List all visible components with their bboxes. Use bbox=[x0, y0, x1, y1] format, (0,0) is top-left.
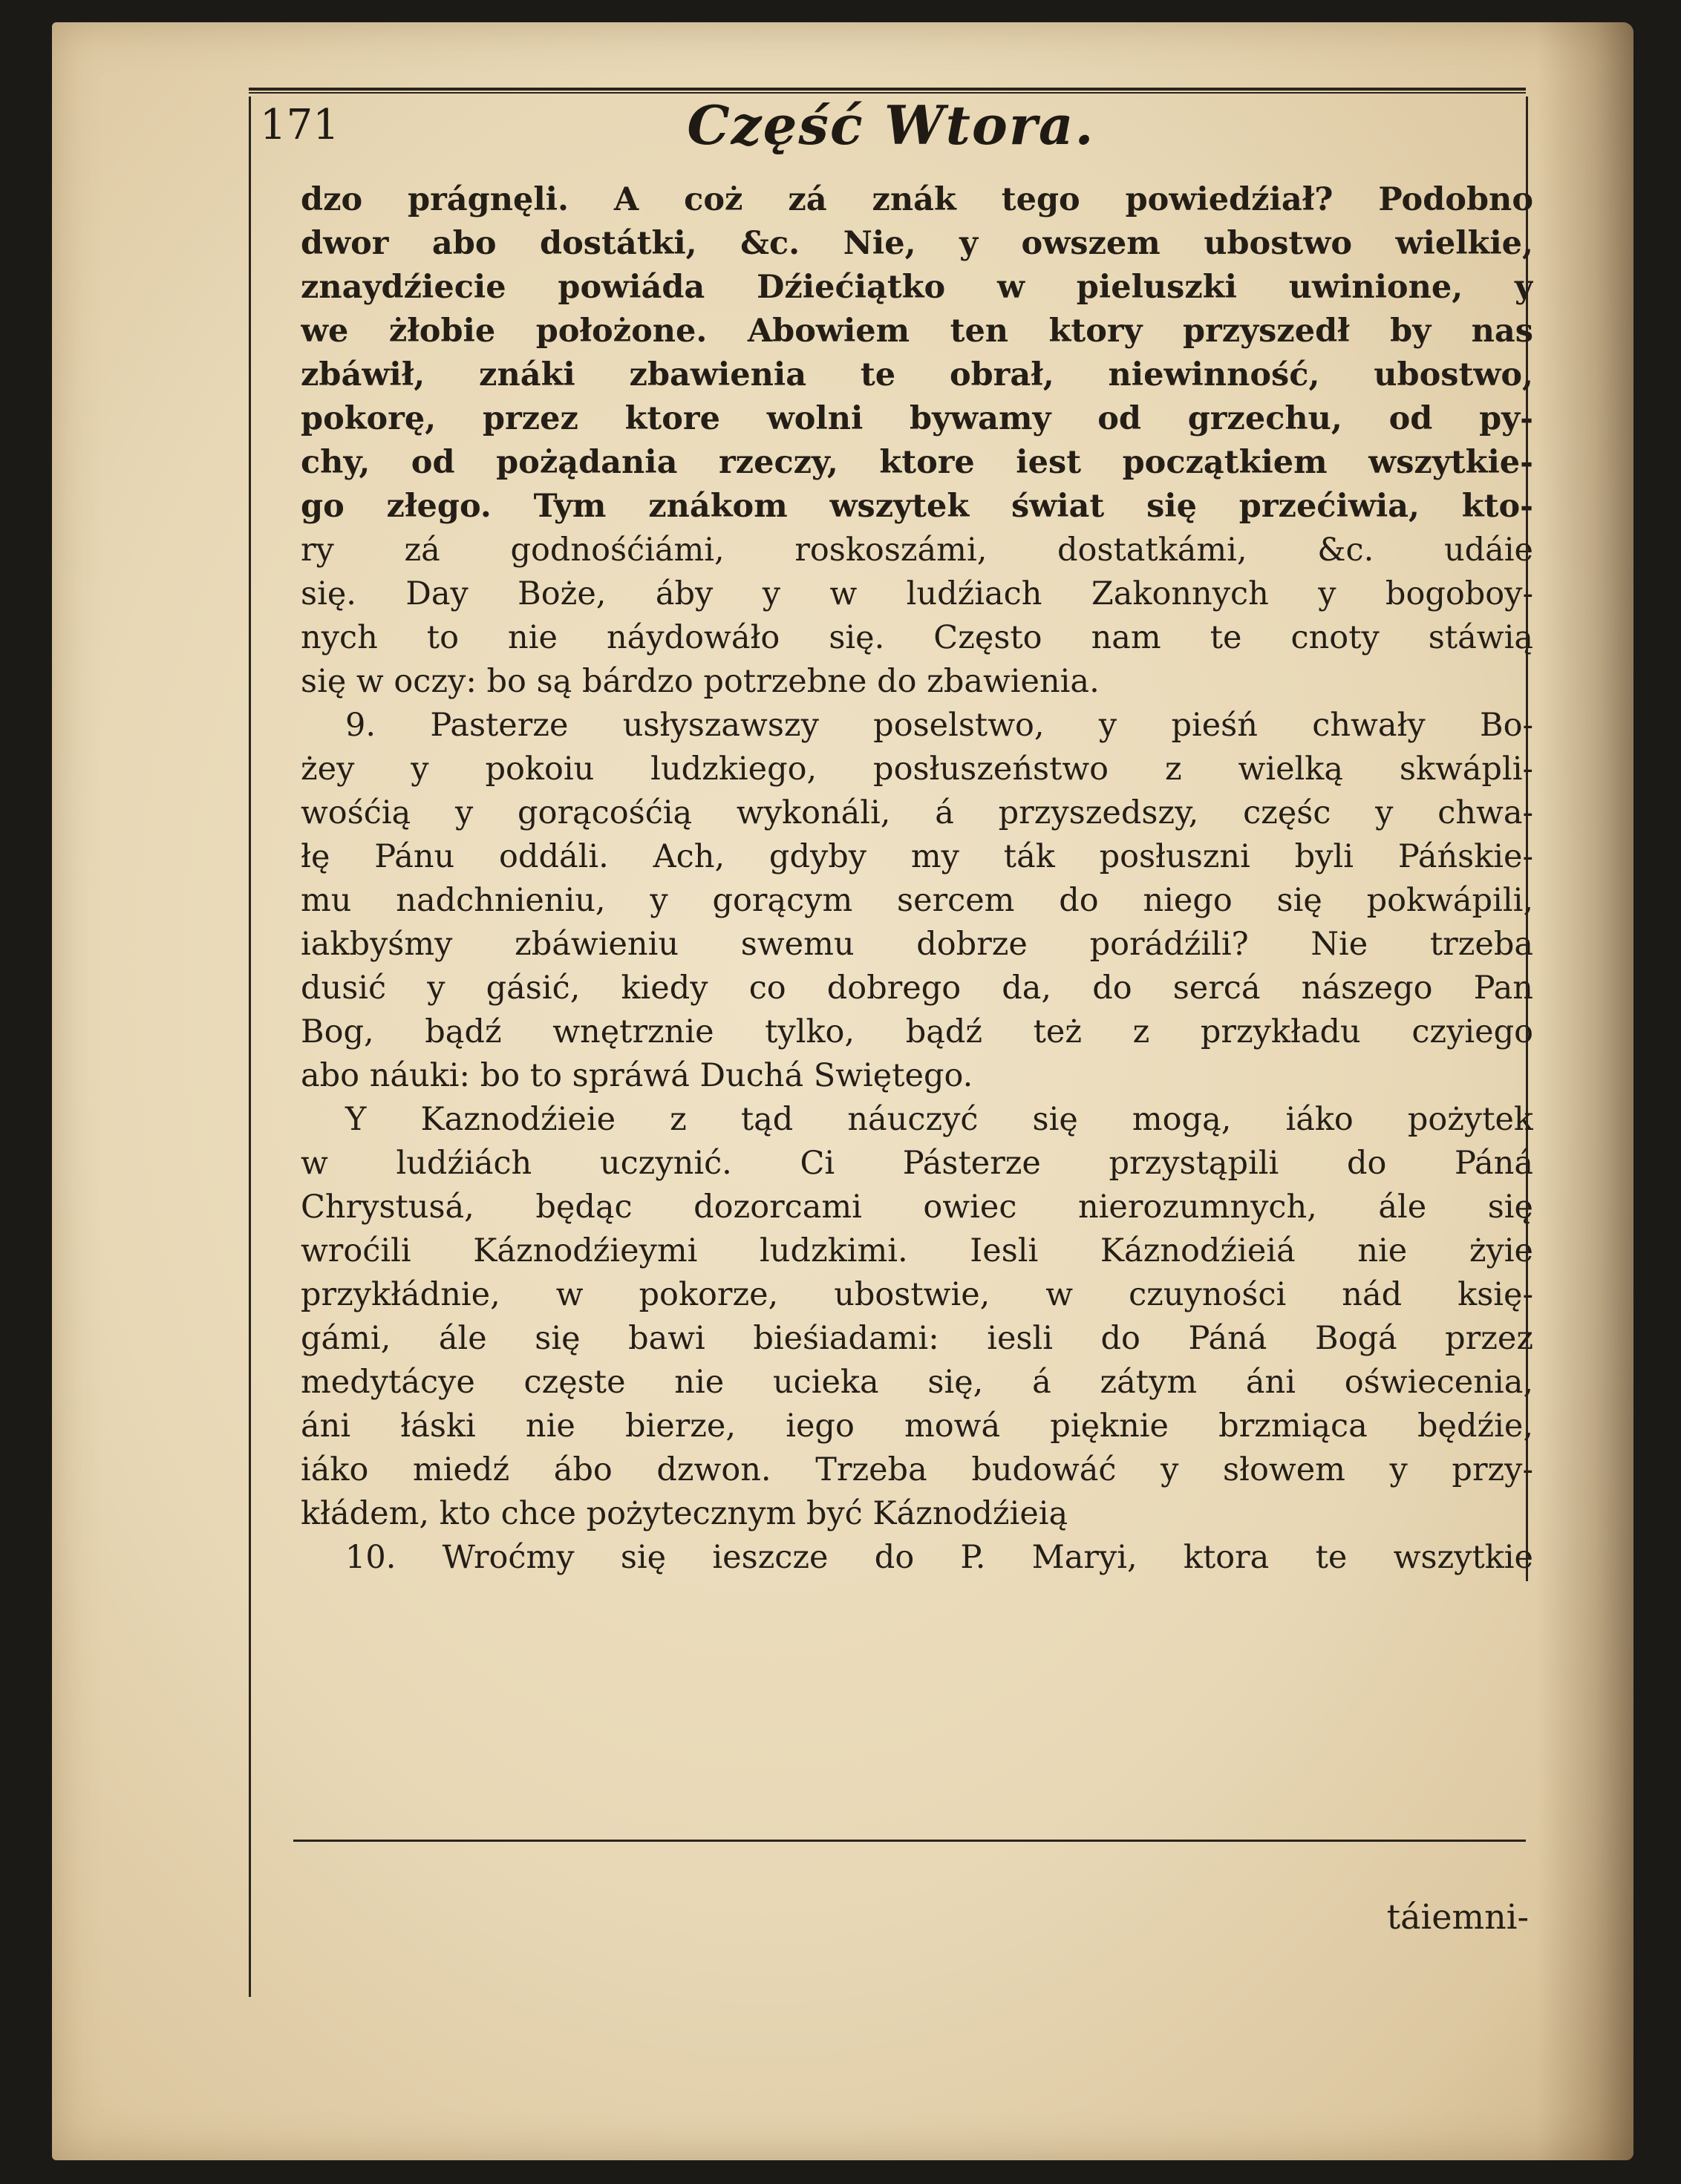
text-line: dwor abo dostátki, &c. Nie, y owszem ubostwo wielkie, bbox=[301, 225, 1533, 262]
text-line: 9. Pasterze usłyszawszy poselstwo, y pieśń chwały Bo- bbox=[345, 707, 1533, 744]
text-line: żey y pokoiu ludzkiego, posłuszeństwo z wielką skwápli- bbox=[301, 751, 1533, 788]
body-text bbox=[301, 178, 1533, 1580]
text-line: chy, od pożądania rzeczy, ktore iest początkiem wszytkie- bbox=[301, 444, 1533, 481]
text-line: medytácye częste nie ucieka się, á zátym áni oświecenia, bbox=[301, 1364, 1533, 1401]
page-gutter-shadow bbox=[1537, 22, 1633, 2160]
text-line: gámi, ále się bawi bieśiadami: iesli do Páná Bogá przez bbox=[301, 1320, 1533, 1357]
text-line: wroćili Káznodźieymi ludzkimi. Iesli Káznodźieiá nie żyie bbox=[301, 1232, 1533, 1269]
catchword: táiemni- bbox=[1386, 1897, 1529, 1937]
header-rule-outer bbox=[249, 88, 1526, 91]
text-line: Chrystusá, będąc dozorcami owiec nierozumnych, ále się bbox=[301, 1189, 1533, 1226]
running-head: Część Wtora. bbox=[687, 94, 1095, 157]
text-line: przykłádnie, w pokorze, ubostwie, w czuyności nád księ- bbox=[301, 1276, 1533, 1313]
left-margin-rule bbox=[249, 97, 251, 1997]
text-line: iakbyśmy zbáwieniu swemu dobrze porádźili? Nie trzeba bbox=[301, 926, 1533, 963]
text-line: kłádem, kto chce pożytecznym być Káznodźieią bbox=[301, 1495, 1068, 1532]
text-line: w ludźiách uczynić. Ci Pásterze przystąpili do Páná bbox=[301, 1145, 1533, 1182]
text-line: 10. Wroćmy się ieszcze do P. Maryi, ktora te wszytkie bbox=[345, 1539, 1533, 1576]
text-line: wośćią y gorącośćią wykonáli, á przyszedszy, częśc y chwa- bbox=[301, 794, 1533, 831]
text-line: Bog, bądź wnętrznie tylko, bądź też z przykładu czyiego bbox=[301, 1013, 1533, 1050]
text-line: się w oczy: bo są bárdzo potrzebne do zbawienia. bbox=[301, 663, 1100, 700]
page-header bbox=[252, 94, 1530, 183]
text-line: dusić y gásić, kiedy co dobrego da, do sercá nászego Pan bbox=[301, 970, 1533, 1007]
text-line: mu nadchnieniu, y gorącym sercem do niego się pokwápili, bbox=[301, 882, 1533, 919]
text-line: dzo prágnęli. A coż zá znák tego powiedźiał? Podobno bbox=[301, 181, 1533, 218]
text-line: ry zá godnośćiámi, roskoszámi, dostatkámi, &c. udáie bbox=[301, 532, 1533, 569]
text-line: Y Kaznodźieie z tąd náuczyć się mogą, iáko pożytek bbox=[345, 1101, 1533, 1138]
text-line: nych to nie náydowáło się. Często nam te cnoty stáwią bbox=[301, 619, 1533, 656]
text-line: we żłobie położone. Abowiem ten ktory przyszedł by nas bbox=[301, 313, 1533, 350]
text-line: pokorę, przez ktore wolni bywamy od grzechu, od py- bbox=[301, 400, 1533, 437]
text-line: łę Pánu oddáli. Ach, gdyby my ták posłuszni byli Páńskie- bbox=[301, 838, 1533, 875]
text-line: znaydźiecie powiáda Dźiećiątko w pieluszki uwinione, y bbox=[301, 269, 1533, 306]
footer-rule bbox=[293, 1840, 1526, 1842]
text-line: się. Day Boże, áby y w ludźiach Zakonnych y bogoboy- bbox=[301, 575, 1533, 612]
text-line: go złego. Tym znákom wszytek świat się przećiwia, kto- bbox=[301, 488, 1533, 525]
text-line: iáko miedź ábo dzwon. Trzeba budowáć y słowem y przy- bbox=[301, 1451, 1533, 1488]
text-line: áni łáski nie bierze, iego mowá pięknie brzmiąca będźie, bbox=[301, 1407, 1533, 1445]
text-line: abo náuki: bo to spráwá Duchá Swiętego. bbox=[301, 1057, 973, 1094]
text-line: zbáwił, znáki zbawienia te obrał, niewinność, ubostwo, bbox=[301, 356, 1533, 393]
page-number: 171 bbox=[260, 101, 339, 149]
